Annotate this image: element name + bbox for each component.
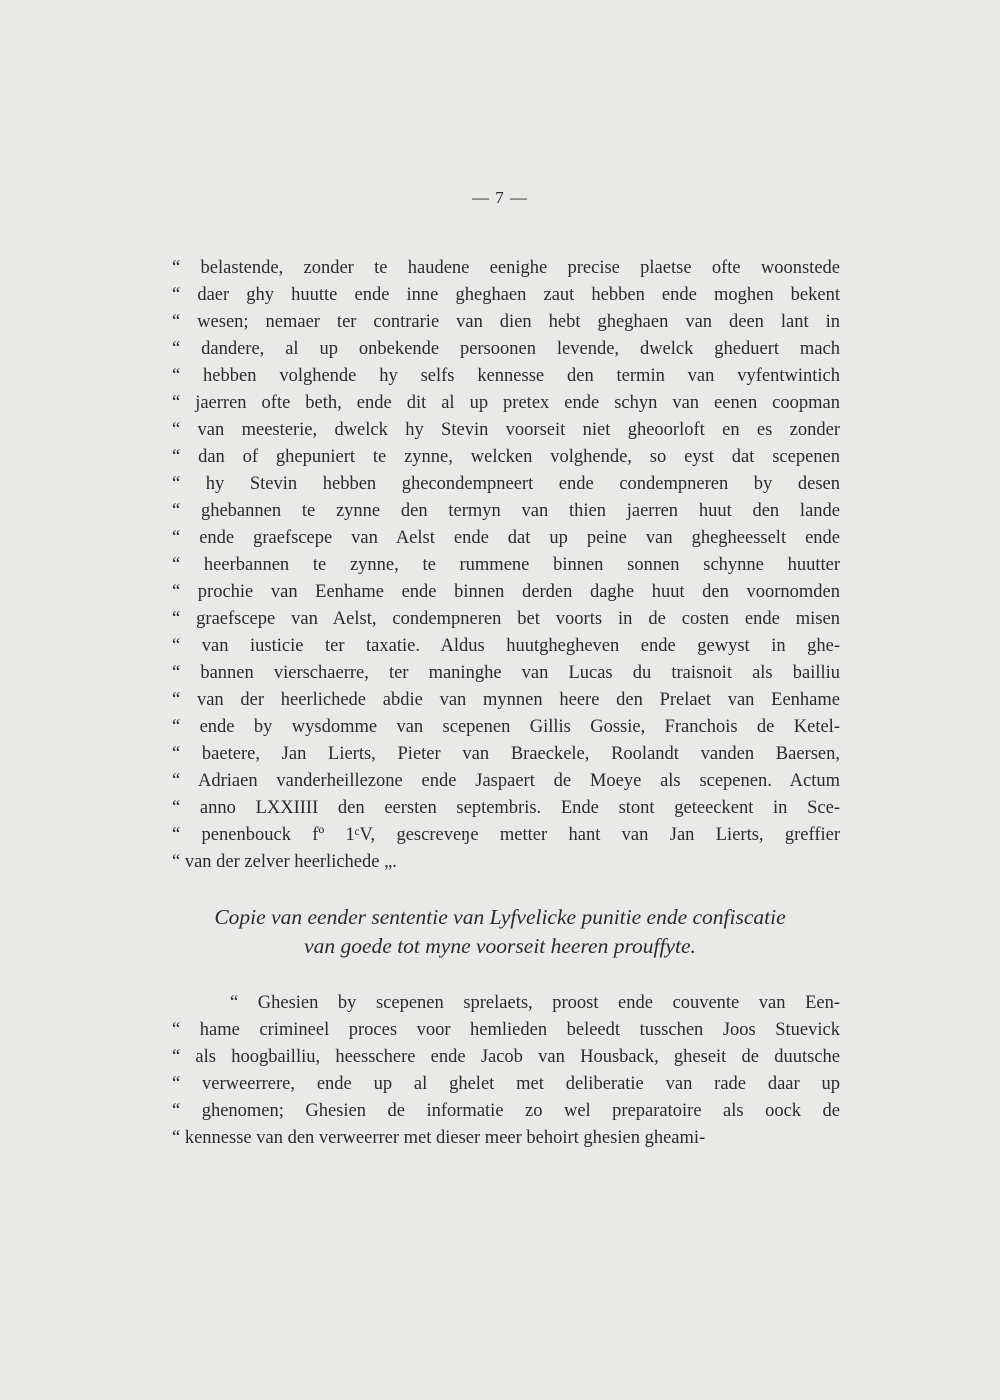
text-line: “ jaerren ofte beth, ende dit al up pretex ende schyn van eenen coopman <box>172 393 840 413</box>
text-line: “ hebben volghende hy selfs kennesse den termin van vyfentwintich <box>172 366 840 386</box>
text-line: “ ghebannen te zynne den termyn van thien jaerren huut den lande <box>172 501 840 521</box>
text-line: “ prochie van Eenhame ende binnen derden daghe huut den voornomden <box>172 582 840 602</box>
text-line: “ van der zelver heerlichede „. <box>172 852 397 872</box>
text-line: “ Adriaen vanderheillezone ende Jaspaert de Moeye als scepenen. Actum <box>172 771 840 791</box>
section-heading <box>150 903 850 961</box>
text-line: “ hame crimineel proces voor hemlieden beleedt tusschen Joos Stuevick <box>172 1020 840 1040</box>
text-line: “ van der heerlichede abdie van mynnen heere den Prelaet van Eenhame <box>172 690 840 710</box>
text-line: “ hy Stevin hebben ghecondempneert ende condempneren by desen <box>172 474 840 494</box>
text-line: “ ghenomen; Ghesien de informatie zo wel preparatoire als oock de <box>172 1101 840 1121</box>
page-number: — 7 — <box>472 188 528 207</box>
text-line: “ verweerrere, ende up al ghelet met deliberatie van rade daar up <box>172 1074 840 1094</box>
sentence-passage <box>172 255 840 876</box>
text-line: “ dandere, al up onbekende persoonen levende, dwelck gheduert mach <box>172 339 840 359</box>
text-line: “ bannen vierschaerre, ter maninghe van Lucas du traisnoit als bailliu <box>172 663 840 683</box>
heading-line: van goede tot myne voorseit heeren prouffyte. <box>304 934 696 958</box>
text-line: “ dan of ghepuniert te zynne, welcken volghende, so eyst dat scepenen <box>172 447 840 467</box>
heading-line: Copie van eender sententie van Lyfvelicke punitie ende confiscatie <box>214 905 786 929</box>
text-line: “ belastende, zonder te haudene eenighe precise plaetse ofte woonstede <box>172 258 840 278</box>
text-line: “ heerbannen te zynne, te rummene binnen sonnen schynne huutter <box>172 555 840 575</box>
text-line: “ anno LXXIIII den eersten septembris. Ende stont geteeckent in Sce- <box>172 798 840 818</box>
text-line: “ ende graefscepe van Aelst ende dat up peine van ghegheesselt ende <box>172 528 840 548</box>
text-line: “ kennesse van den verweerrer met dieser meer behoirt ghesien gheami- <box>172 1128 706 1148</box>
text-line: “ daer ghy huutte ende inne gheghaen zaut hebben ende moghen bekent <box>172 285 840 305</box>
ghesien-passage <box>172 990 840 1152</box>
text-line: “ penenbouck fº 1ᶜV, gescreveŋe metter hant van Jan Lierts, greffier <box>172 825 840 845</box>
text-line: “ Ghesien by scepenen sprelaets, proost ende couvente van Een- <box>230 993 840 1013</box>
text-line: “ ende by wysdomme van scepenen Gillis Gossie, Franchois de Ketel- <box>172 717 840 737</box>
text-line: “ als hoogbailliu, heesschere ende Jacob van Housback, gheseit de duutsche <box>172 1047 840 1067</box>
text-line: “ graefscepe van Aelst, condempneren bet voorts in de costen ende misen <box>172 609 840 629</box>
text-line: “ baetere, Jan Lierts, Pieter van Braeckele, Roolandt vanden Baersen, <box>172 744 840 764</box>
text-line: “ wesen; nemaer ter contrarie van dien hebt gheghaen van deen lant in <box>172 312 840 332</box>
text-line: “ van iusticie ter taxatie. Aldus huutghegheven ende gewyst in ghe- <box>172 636 840 656</box>
text-line: “ van meesterie, dwelck hy Stevin voorseit niet gheoorloft en es zonder <box>172 420 840 440</box>
